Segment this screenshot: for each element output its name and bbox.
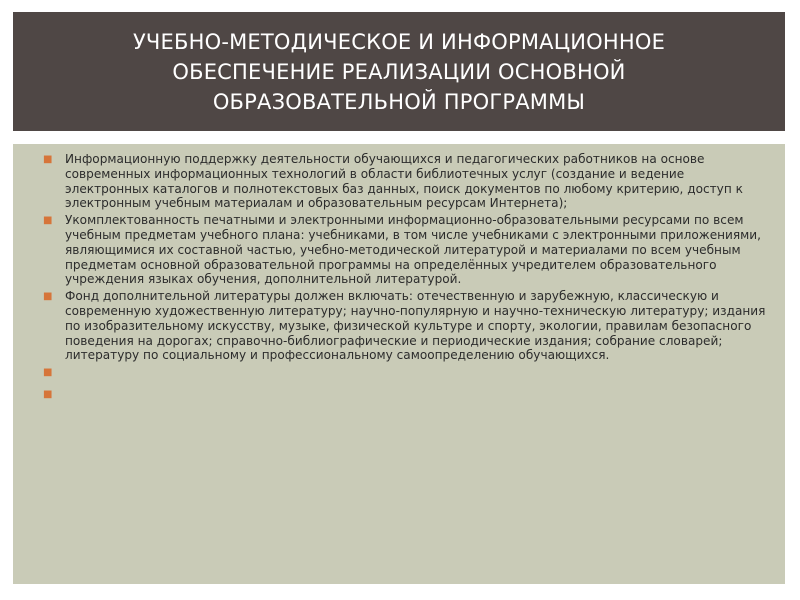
bullet-text: Укомплектованность печатными и электронными информационно-образовательными ресурсами по всем учебным предметам учебного плана: учебниками, в том числе учебниками с электронными приложениями, являющимися их составной частью, учебно-методической литературой и материалами по всем учебным предметам основной образовательной программы на определённых учредителем образовательного учреждения языках обучения, дополнительной литературой.	[65, 213, 761, 287]
content-panel	[13, 144, 785, 584]
slide-title: УЧЕБНО-МЕТОДИЧЕСКОЕ И ИНФОРМАЦИОННОЕ ОБЕСПЕЧЕНИЕ РЕАЛИЗАЦИИ ОСНОВНОЙ ОБРАЗОВАТЕЛЬНОЙ ПРОГРАММЫ	[132, 29, 666, 114]
square-bullet-icon: ■	[43, 367, 53, 379]
square-bullet-icon: ■	[43, 389, 53, 401]
bullet-item-empty	[43, 365, 771, 382]
bullet-item	[43, 289, 771, 363]
title-bar	[13, 12, 785, 131]
square-bullet-icon: ■	[43, 154, 53, 165]
bullet-item	[43, 213, 771, 287]
square-bullet-icon: ■	[43, 291, 53, 303]
bullet-list	[43, 152, 771, 404]
bullet-item-empty	[43, 387, 771, 404]
square-bullet-icon: ■	[43, 215, 53, 227]
bullet-text: Фонд дополнительной литературы должен включать: отечественную и зарубежную, классическую и современную художественную литературу; научно-популярную и научно-техническую литературу; издания по изобразительному искусству, музыке, физической культуре и спорту, экологии, правилам безопасного поведения на дорогах; справочно-библиографические и периодические издания; собрание словарей; литературу по социальному и профессиональному самоопределению обучающихся.	[65, 289, 766, 363]
bullet-item	[43, 152, 771, 211]
bullet-text: Информационную поддержку деятельности обучающихся и педагогических работников на основе современных информационных технологий в области библиотечных услуг (создание и ведение электронных каталогов и полнотекстовых баз данных, поиск документов по любому критерию, доступ к электронным учебным материалам и образовательным ресурсам Интернета);	[65, 152, 743, 211]
